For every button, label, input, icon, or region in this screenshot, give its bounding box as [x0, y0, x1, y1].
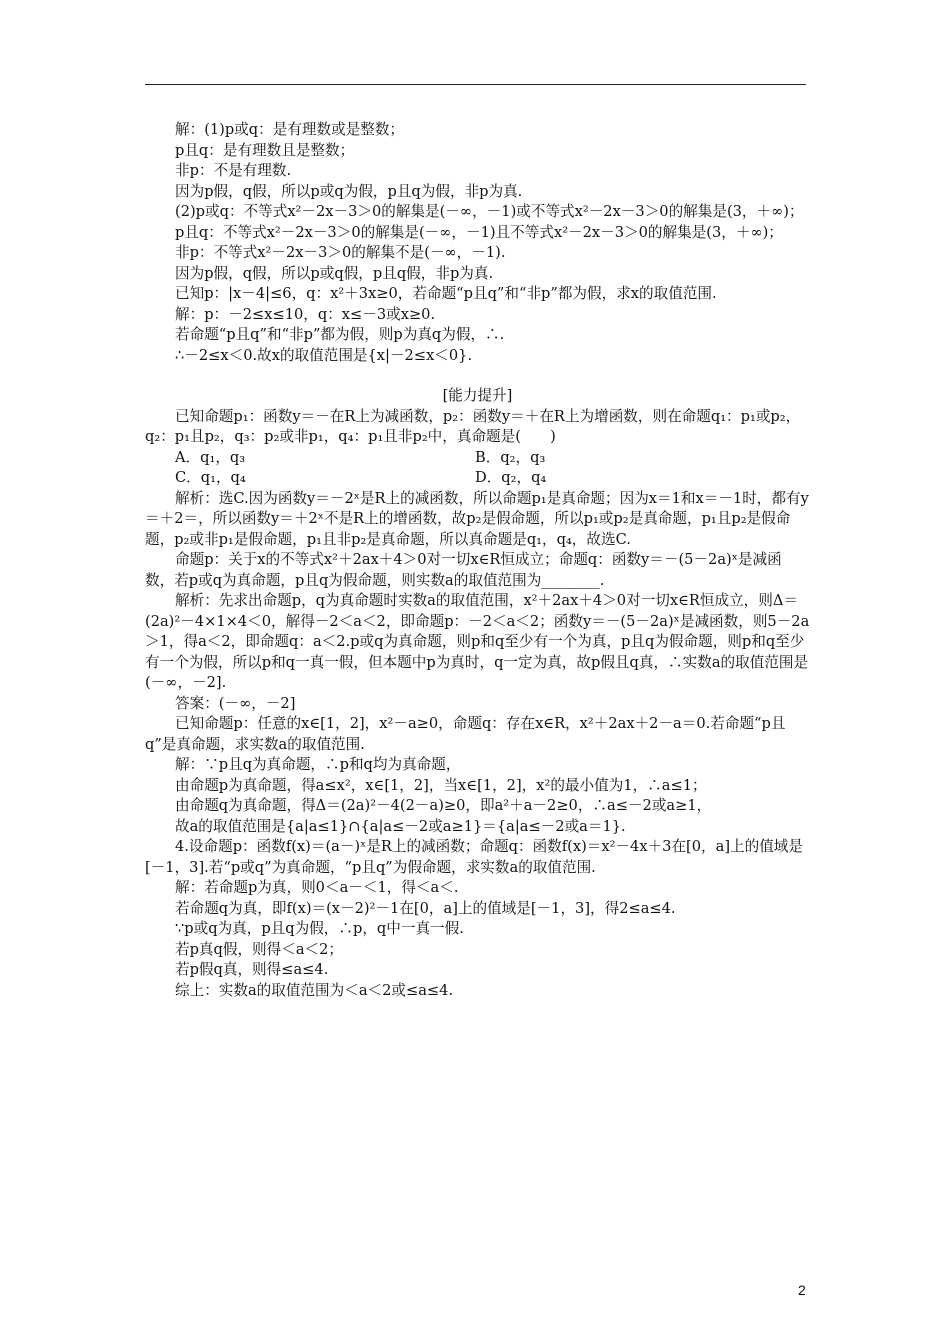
text-line: 已知命题p：任意的x∈[1，2]，x²－a≥0，命题q：存在x∈R，x²＋2ax＋2－a＝0.若命题“p且q”是真命题，求实数a的取值范围.: [145, 715, 786, 753]
choice-b: B．q₂，q₃: [475, 448, 546, 466]
page-number: 2: [798, 1282, 806, 1298]
document-body: [145, 120, 810, 1001]
text-line: 解析：先求出命题p，q为真命题时实数a的取值范围，x²＋2ax＋4＞0对一切x∈R恒成立，则Δ＝(2a)²－4×1×4＜0，解得－2＜a＜2，即命题p：－2＜a＜2；函数y＝－(5－2a)ˣ是减函数，则5－2a＞1，得a＜2，即命题q：a＜2.p或q为真命题，则p和q至少有一个为真，p且q为假命题，则p和q至少有一个为假，所以p和q一真一假，但本题中p为真时，q一定为真，故p假且q真，∴实数a的取值范围是(－∞，－2].: [145, 592, 810, 691]
choice-row: [145, 448, 810, 469]
text-line: 解：p：－2≤x≤10，q：x≤－3或x≥0.: [175, 305, 436, 323]
text-line: 因为p假，q假，所以p或q假，p且q假，非p为真.: [175, 264, 494, 282]
text-line: 解析：选C.因为函数y＝－2ˣ是R上的减函数，所以命题p₁是真命题；因为x＝1和x＝－1时，都有y＝＋2＝，所以函数y＝＋2ˣ不是R上的增函数，故p₂是假命题，所以p₁或p₂是真命题，p₁且p₂是假命题，p₂或非p₁是假命题，p₁且非p₂是真命题，所以真命题是q₁，q₄，故选C.: [145, 489, 809, 548]
text-line: 若p真q假，则得＜a＜2；: [175, 940, 344, 958]
text-line: 非p：不是有理数.: [175, 162, 292, 179]
section-title: [能力提升]: [442, 387, 513, 404]
text-line: 综上：实数a的取值范围为＜a＜2或≤a≤4.: [175, 981, 454, 999]
text-line: 已知p：|x－4|≤6，q：x²＋3x≥0，若命题“p且q”和“非p”都为假，求x的取值范围.: [175, 285, 717, 302]
question-text: 已知命题p₁：函数y＝－在R上为减函数，p₂：函数y＝＋在R上为增函数，则在命题q₁：p₁或p₂，q₂：p₁且p₂，q₃：p₂或非p₁，q₄：p₁且非p₂中，真命题是( ): [145, 407, 801, 445]
text-line: 命题p：关于x的不等式x²＋2ax＋4＞0对一切x∈R恒成立；命题q：函数y＝－(5－2a)ˣ是减函数，若p或q为真命题，p且q为假命题，则实数a的取值范围为________.: [145, 551, 782, 589]
text-line: 4.设命题p：函数f(x)＝(a－)ˣ是R上的减函数；命题q：函数f(x)＝x²－4x＋3在[0，a]上的值域是[－1，3].若“p或q”为真命题，“p且q”为假命题，求实数a的取值范围.: [145, 838, 803, 876]
text-line: 由命题q为真命题，得Δ＝(2a)²－4(2－a)≥0，即a²＋a－2≥0，∴a≤－2或a≥1，: [175, 797, 712, 814]
choice-a: A．q₁，q₃: [175, 448, 246, 466]
text-line: ∴－2≤x＜0.故x的取值范围是{x|－2≤x＜0}.: [175, 346, 473, 364]
text-line: 因为p假，q假，所以p或q为假，p且q为假，非p为真.: [175, 182, 523, 200]
text-line: 若命题“p且q”和“非p”都为假，则p为真q为假，∴.: [175, 326, 505, 343]
text-line: 答案：(－∞，－2]: [175, 694, 296, 712]
text-line: 解：若命题p为真，则0＜a－＜1，得＜a＜.: [175, 879, 459, 896]
text-line: 若命题q为真，即f(x)＝(x－2)²－1在[0，a]上的值域是[－1，3]，得2≤a≤4.: [175, 899, 676, 917]
choice-c: C．q₁，q₄: [175, 469, 246, 486]
text-line: 由命题p为真命题，得a≤x²，x∈[1，2]，当x∈[1，2]，x²的最小值为1，∴a≤1；: [175, 776, 707, 794]
choice-d: D．q₂，q₄: [475, 469, 547, 486]
text-line: p且q：是有理数且是整数；: [175, 141, 355, 159]
text-line: p且q：不等式x²－2x－3＞0的解集是(－∞，－1)且不等式x²－2x－3＞0的解集是(3，＋∞)；: [175, 223, 783, 241]
choice-row: [145, 468, 810, 489]
text-line: 非p：不等式x²－2x－3＞0的解集不是(－∞，－1).: [175, 244, 506, 261]
text-line: 解：(1)p或q：是有理数或是整数；: [175, 121, 405, 138]
text-line: 若p假q真，则得≤a≤4.: [175, 961, 329, 978]
text-line: (2)p或q：不等式x²－2x－3＞0的解集是(－∞，－1)或不等式x²－2x－3＞0的解集是(3，＋∞)；: [175, 203, 804, 220]
text-line: 故a的取值范围是{a|a≤1}∩{a|a≤－2或a≥1}＝{a|a≤－2或a＝1}.: [175, 817, 626, 835]
text-line: ∵p或q为真，p且q为假，∴p，q中一真一假.: [175, 920, 464, 937]
header-rule: [145, 84, 806, 85]
text-line: 解：∵p且q为真命题，∴p和q均为真命题，: [175, 756, 461, 773]
